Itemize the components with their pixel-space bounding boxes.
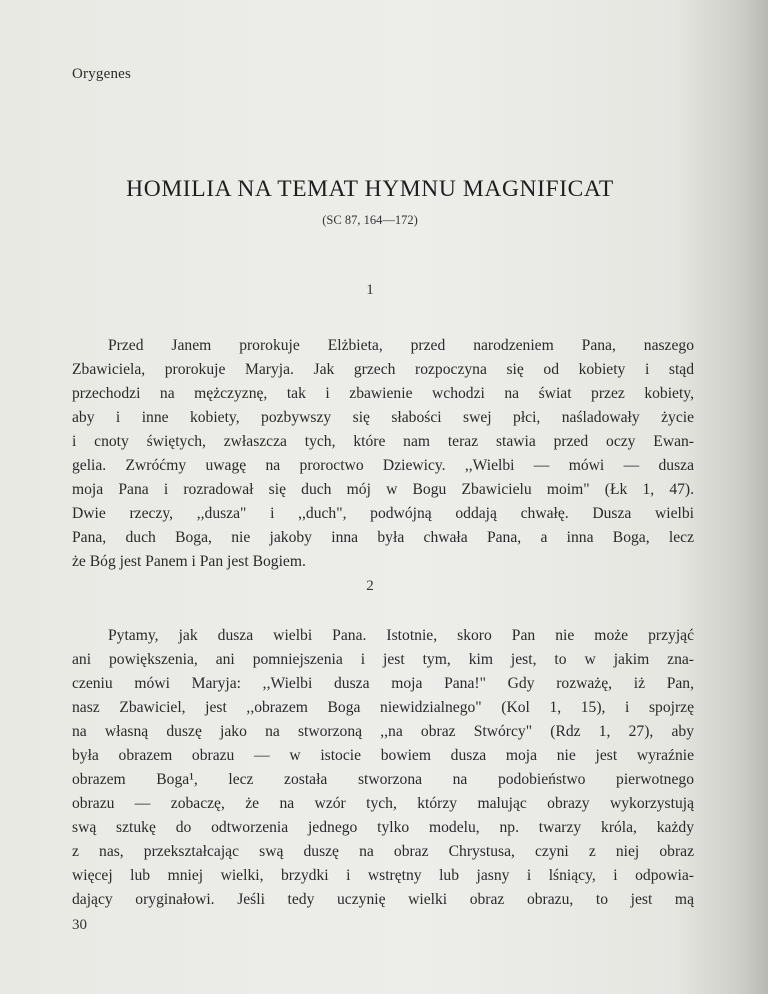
- homily-title: HOMILIA NA TEMAT HYMNU MAGNIFICAT: [126, 176, 614, 202]
- text-line: na własną duszę jako na stworzoną ,,na obraz Stwórcy" (Rdz 1, 27), aby: [72, 723, 694, 740]
- text-line: obrazem Boga¹, lecz została stworzona na podobieństwo pierwotnego: [72, 771, 694, 788]
- text-line: że Bóg jest Panem i Pan jest Bogiem.: [72, 553, 306, 570]
- text-line: ani powiększenia, ani pomniejszenia i jest tym, kim jest, to w jakim zna-: [72, 651, 694, 668]
- text-line: przechodzi na mężczyznę, tak i zbawienie wchodzi na świat przez kobiety,: [72, 385, 694, 402]
- text-line: czeniu mówi Maryja: ,,Wielbi dusza moja Pana!" Gdy rozważę, iż Pan,: [72, 675, 694, 692]
- text-line: więcej lub mniej wielki, brzydki i wstrętny lub jasny i lśniący, i odpowia-: [72, 867, 694, 884]
- text-line: była obrazem obrazu — w istocie bowiem dusza moja nie jest wyraźnie: [72, 747, 694, 764]
- paragraph-section-1: [72, 334, 694, 574]
- text-line: Przed Janem prorokuje Elżbieta, przed narodzeniem Pana, naszego: [108, 337, 694, 354]
- text-line: obrazu — zobaczę, że na wzór tych, którzy malując obrazy wykorzystują: [72, 795, 694, 812]
- text-line: nasz Zbawiciel, jest ,,obrazem Boga niewidzialnego" (Kol 1, 15), i spojrzę: [72, 699, 694, 716]
- section-number-2: 2: [366, 578, 374, 594]
- text-line: i cnoty świętych, zwłaszcza tych, które nam teraz stawia przed oczy Ewan-: [72, 433, 694, 450]
- text-line: dający oryginałowi. Jeśli tedy uczynię wielki obraz obrazu, to jest mą: [72, 891, 694, 908]
- text-line: gelia. Zwróćmy uwagę na proroctwo Dziewicy. ,,Wielbi — mówi — dusza: [72, 457, 694, 474]
- text-line: moja Pana i rozradował się duch mój w Bogu Zbawicielu moim" (Łk 1, 47).: [72, 481, 694, 498]
- section-number-1: 1: [366, 282, 374, 298]
- text-line: Pytamy, jak dusza wielbi Pana. Istotnie, skoro Pan nie może przyjąć: [108, 627, 694, 644]
- page-number: 30: [72, 917, 87, 933]
- text-line: swą sztukę do odtworzenia jednego tylko modelu, np. twarzy króla, każdy: [72, 819, 694, 836]
- running-header-author: Orygenes: [72, 66, 132, 82]
- text-line: Zbawiciela, prorokuje Maryja. Jak grzech rozpoczyna się od kobiety i stąd: [72, 361, 694, 378]
- text-line: aby i inne kobiety, pozbywszy się słabości swej płci, naśladowały życie: [72, 409, 694, 426]
- source-reference: (SC 87, 164—172): [322, 213, 418, 227]
- paragraph-section-2: [72, 624, 694, 912]
- text-line: Pana, duch Boga, nie jakoby inna była chwała Pana, a inna Boga, lecz: [72, 529, 694, 546]
- text-line: z nas, przekształcając swą duszę na obraz Chrystusa, czyni z niej obraz: [72, 843, 694, 860]
- text-line: Dwie rzeczy, ,,dusza" i ,,duch", podwójną oddają chwałę. Dusza wielbi: [72, 505, 694, 522]
